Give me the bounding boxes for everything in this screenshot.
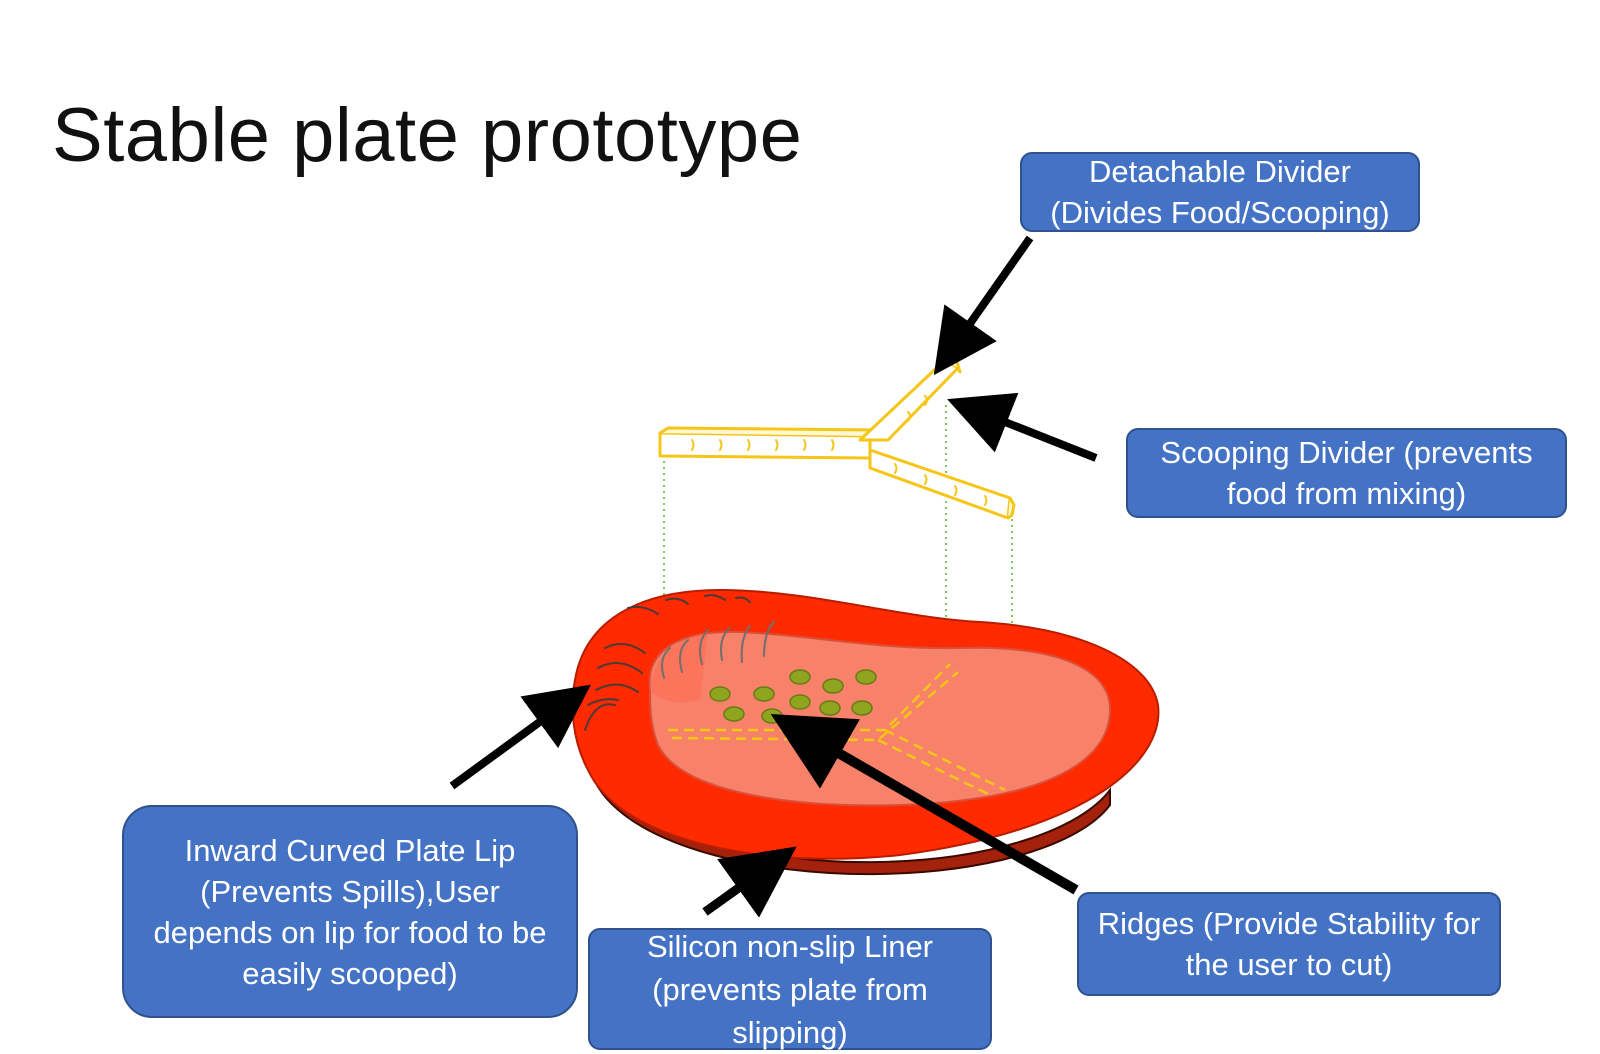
ridge-10 [852, 701, 872, 715]
label-scooping-divider [1126, 428, 1567, 518]
ridge-8 [790, 695, 810, 709]
arrow-scooping [962, 405, 1096, 458]
detachable-divider-drawing [660, 356, 1014, 518]
ridge-4 [823, 679, 843, 693]
ridge-5 [856, 670, 876, 684]
label-detachable-divider [1020, 152, 1420, 232]
ridge-3 [790, 670, 810, 684]
ridge-2 [754, 687, 774, 701]
slide-title: Stable plate prototype [52, 93, 803, 178]
ridge-1 [710, 687, 730, 701]
arrow-liner [705, 857, 782, 912]
label-silicon-liner [588, 928, 992, 1050]
arrow-lip [452, 694, 578, 786]
arrow-detachable [943, 238, 1030, 362]
label-inward-curved-lip-text: Inward Curved Plate Lip (Prevents Spills),User depends on lip for food to be easily scooped) [153, 832, 547, 991]
label-scooping-divider-text: Scooping Divider (prevents food from mixing) [1160, 435, 1533, 511]
label-inward-curved-lip [122, 805, 578, 1018]
label-ridges [1077, 892, 1501, 996]
label-detachable-divider-text: Detachable Divider (Divides Food/Scooping) [1050, 154, 1390, 230]
label-silicon-liner-text: Silicon non-slip Liner (prevents plate from slipping) [646, 928, 934, 1050]
ridge-9 [820, 701, 840, 715]
ridge-7 [762, 709, 782, 723]
ridge-6 [724, 707, 744, 721]
label-ridges-text: Ridges (Provide Stability for the user to cut) [1097, 906, 1481, 982]
